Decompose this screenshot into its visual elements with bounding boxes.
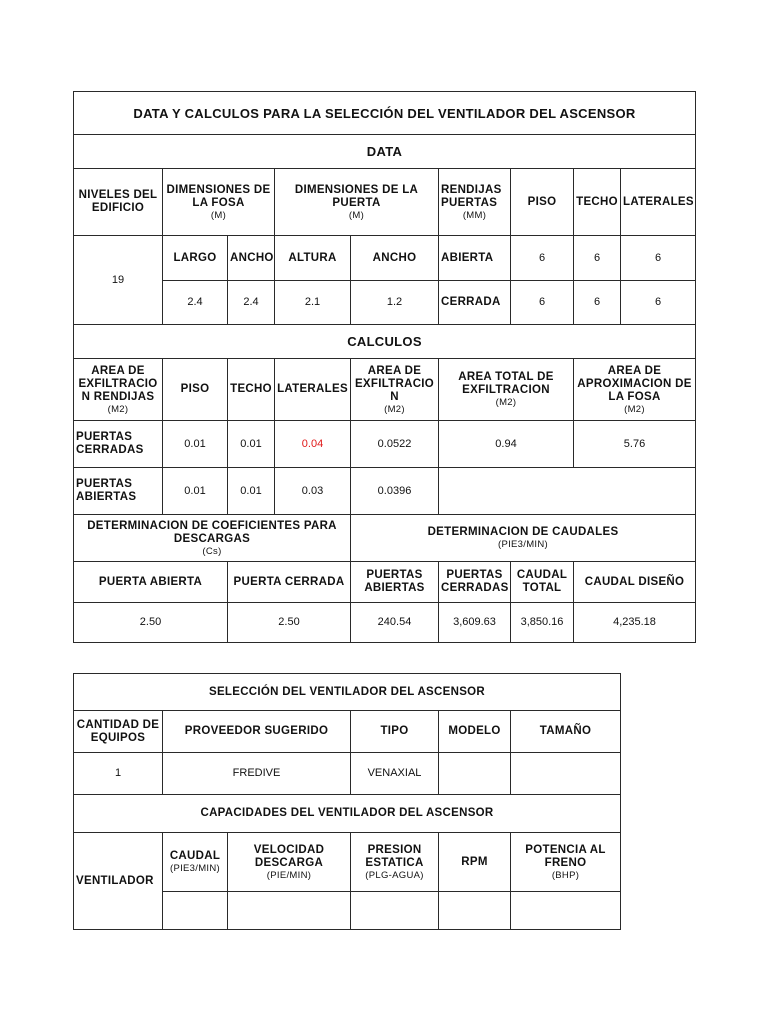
caudal-total-label: CAUDAL TOTAL <box>511 562 574 603</box>
ancho-puerta-label: ANCHO <box>351 236 439 281</box>
main-title: DATA Y CALCULOS PARA LA SELECCIÓN DEL VENTILADOR DEL ASCENSOR <box>74 92 696 135</box>
coef-unit: (Cs) <box>202 545 222 557</box>
coef-header <box>74 515 351 562</box>
abiertas-laterales: 0.03 <box>275 468 351 515</box>
dim-puerta-unit: (M) <box>348 209 365 221</box>
area-total-label: AREA TOTAL DE EXFILTRACION <box>458 371 554 396</box>
largo-label: LARGO <box>163 236 228 281</box>
proveedor-value: FREDIVE <box>163 753 351 795</box>
cerrada-techo: 6 <box>574 281 621 325</box>
velocidad-value <box>228 892 351 930</box>
caudal-value <box>163 892 228 930</box>
cantidad-value: 1 <box>74 753 163 795</box>
ventilador-label: VENTILADOR <box>74 833 163 930</box>
cerradas-laterales: 0.04 <box>275 421 351 468</box>
tamano-label: TAMAÑO <box>511 711 621 753</box>
dim-puerta-label: DIMENSIONES DE LA PUERTA <box>294 183 419 209</box>
rendijas-header <box>439 169 511 236</box>
tipo-value: VENAXIAL <box>351 753 439 795</box>
puertas-abiertas-value: 240.54 <box>351 603 439 643</box>
puerta-cerrada-value: 2.50 <box>228 603 351 643</box>
calc-techo-label: TECHO <box>228 359 275 421</box>
velocidad-label: VELOCIDAD DESCARGA <box>253 843 325 869</box>
caudales-unit: (PIE3/MIN) <box>498 539 548 550</box>
caudal-total-value: 3,850.16 <box>511 603 574 643</box>
rendijas-unit: (MM) <box>462 209 487 221</box>
puerta-abierta-label: PUERTA ABIERTA <box>74 562 228 603</box>
tipo-label: TIPO <box>351 711 439 753</box>
ancho-label: ANCHO <box>228 236 275 281</box>
ancho-puerta-value: 1.2 <box>351 281 439 325</box>
area-aprox-unit: (M2) <box>624 403 645 415</box>
piso-label: PISO <box>511 169 574 236</box>
seleccion-table <box>73 673 621 930</box>
caudales-header <box>351 515 696 562</box>
techo-label: TECHO <box>574 169 621 236</box>
calc-piso-label: PISO <box>163 359 228 421</box>
abierta-laterales: 6 <box>621 236 696 281</box>
puertas-cerradas-value: 3,609.63 <box>439 603 511 643</box>
velocidad-unit: (PIE/MIN) <box>266 869 312 881</box>
presion-label: PRESION ESTATICA <box>365 843 424 869</box>
area-exf-label: AREA DE EXFILTRACIO N <box>354 364 435 403</box>
area-total-unit: (M2) <box>495 397 517 408</box>
dim-fosa-header <box>163 169 275 236</box>
caudal-header <box>163 833 228 892</box>
coef-label: DETERMINACION DE COEFICIENTES PARA DESCARGAS <box>87 519 337 545</box>
abiertas-techo: 0.01 <box>228 468 275 515</box>
abiertas-piso: 0.01 <box>163 468 228 515</box>
modelo-value <box>439 753 511 795</box>
presion-value <box>351 892 439 930</box>
dim-fosa-label: DIMENSIONES DE LA FOSA <box>166 183 271 209</box>
altura-label: ALTURA <box>275 236 351 281</box>
abierta-piso: 6 <box>511 236 574 281</box>
cerrada-piso: 6 <box>511 281 574 325</box>
calc-laterales-label: LATERALES <box>275 359 351 421</box>
largo-value: 2.4 <box>163 281 228 325</box>
modelo-label: MODELO <box>439 711 511 753</box>
calculos-header: CALCULOS <box>74 325 696 359</box>
potencia-header <box>511 833 621 892</box>
abierta-label: ABIERTA <box>439 236 511 281</box>
caudal-label: CAUDAL <box>169 850 221 862</box>
altura-value: 2.1 <box>275 281 351 325</box>
area-rendijas-header <box>74 359 163 421</box>
velocidad-header <box>228 833 351 892</box>
abiertas-empty <box>439 468 696 515</box>
cerradas-techo: 0.01 <box>228 421 275 468</box>
potencia-label: POTENCIA AL FRENO <box>525 843 606 869</box>
area-aprox-header <box>574 359 696 421</box>
capacidades-title: CAPACIDADES DEL VENTILADOR DEL ASCENSOR <box>74 795 621 833</box>
area-total-header <box>439 359 574 421</box>
dim-puerta-header <box>275 169 439 236</box>
rpm-label: RPM <box>439 833 511 892</box>
abierta-techo: 6 <box>574 236 621 281</box>
caudal-diseno-label: CAUDAL DISEÑO <box>574 562 696 603</box>
rendijas-label: RENDIJAS PUERTAS <box>441 183 502 209</box>
cerradas-label: PUERTAS CERRADAS <box>74 421 163 468</box>
area-aprox-label: AREA DE APROXIMACION DE LA FOSA <box>577 364 692 403</box>
cerradas-area: 0.0522 <box>351 421 439 468</box>
caudales-label: DETERMINACION DE CAUDALES <box>427 526 619 538</box>
puertas-cerradas-label: PUERTAS CERRADAS <box>439 562 511 603</box>
data-header: DATA <box>74 135 696 169</box>
abiertas-label: PUERTAS ABIERTAS <box>74 468 163 515</box>
cerradas-area-total: 0.94 <box>439 421 574 468</box>
ancho-value: 2.4 <box>228 281 275 325</box>
presion-unit: (PLG-AGUA) <box>365 869 424 881</box>
puerta-abierta-value: 2.50 <box>74 603 228 643</box>
laterales-label: LATERALES <box>621 169 696 236</box>
cerrada-laterales: 6 <box>621 281 696 325</box>
cerradas-area-aprox: 5.76 <box>574 421 696 468</box>
area-exf-header <box>351 359 439 421</box>
niveles-label: NIVELES DEL EDIFICIO <box>74 169 163 236</box>
puertas-abiertas-label: PUERTAS ABIERTAS <box>351 562 439 603</box>
dim-fosa-unit: (M) <box>210 209 227 221</box>
niveles-value: 19 <box>74 236 163 325</box>
cerradas-piso: 0.01 <box>163 421 228 468</box>
presion-header <box>351 833 439 892</box>
data-calculos-table <box>73 91 696 643</box>
area-rendijas-label: AREA DE EXFILTRACIO N RENDIJAS <box>78 364 158 403</box>
tamano-value <box>511 753 621 795</box>
potencia-unit: (BHP) <box>551 869 580 881</box>
potencia-value <box>511 892 621 930</box>
puerta-cerrada-label: PUERTA CERRADA <box>228 562 351 603</box>
caudal-unit: (PIE3/MIN) <box>170 863 220 874</box>
rpm-value <box>439 892 511 930</box>
cantidad-label: CANTIDAD DE EQUIPOS <box>74 711 163 753</box>
seleccion-title: SELECCIÓN DEL VENTILADOR DEL ASCENSOR <box>74 674 621 711</box>
proveedor-label: PROVEEDOR SUGERIDO <box>163 711 351 753</box>
cerrada-label: CERRADA <box>439 281 511 325</box>
area-exf-unit: (M2) <box>384 403 405 415</box>
area-rendijas-unit: (M2) <box>107 403 129 415</box>
abiertas-area: 0.0396 <box>351 468 439 515</box>
caudal-diseno-value: 4,235.18 <box>574 603 696 643</box>
